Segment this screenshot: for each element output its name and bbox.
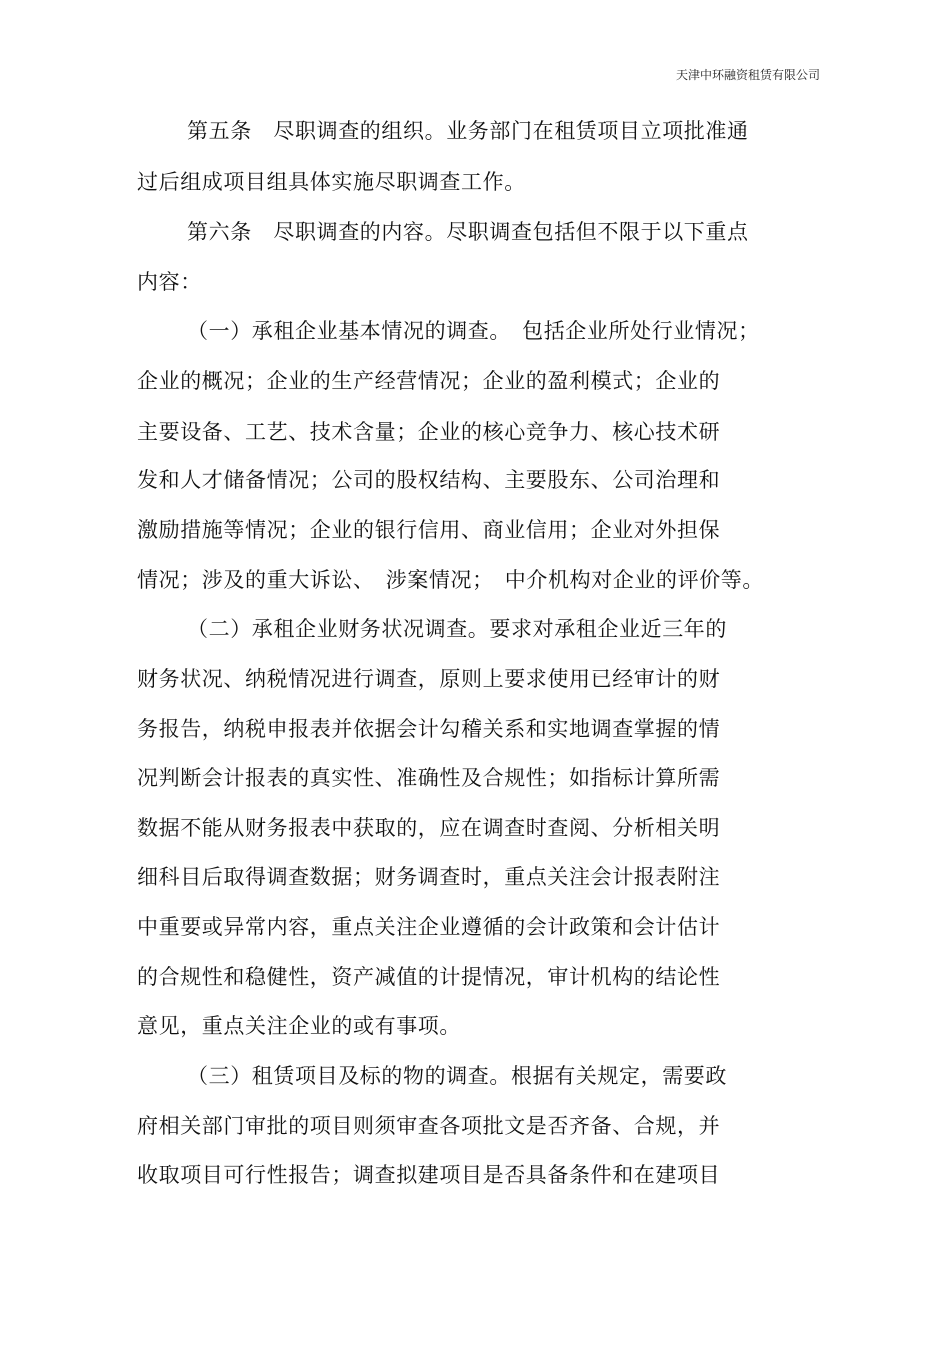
- item-3-line-2: 府相关部门审批的项目则须审查各项批文是否齐备、合规，并: [137, 1114, 721, 1138]
- article-5-line-2: 过后组成项目组具体实施尽职调查工作。: [137, 170, 526, 194]
- article-5-line-1: 第五条 尽职调查的组织。业务部门在租赁项目立项批准通: [187, 119, 749, 143]
- item-2-line-3: 务报告，纳税申报表并依据会计勾稽关系和实地调查掌握的情: [137, 717, 721, 741]
- item-2-line-5: 数据不能从财务报表中获取的，应在调查时查阅、分析相关明: [137, 816, 721, 840]
- item-1-line-3: 主要设备、工艺、技术含量；企业的核心竞争力、核心技术研: [137, 420, 721, 444]
- item-3-line-3: 收取项目可行性报告；调查拟建项目是否具备条件和在建项目: [137, 1163, 721, 1187]
- item-2-line-7: 中重要或异常内容，重点关注企业遵循的会计政策和会计估计: [137, 915, 721, 939]
- item-2-line-6: 细科目后取得调查数据；财务调查时，重点关注会计报表附注: [137, 865, 721, 889]
- item-2-line-1: （二）承租企业财务状况调查。要求对承租企业近三年的: [187, 617, 727, 641]
- company-header: 天津中环融资租赁有限公司: [675, 68, 820, 82]
- item-1-line-6: 情况；涉及的重大诉讼、 涉案情况； 中介机构对企业的评价等。: [137, 568, 764, 592]
- item-1-line-2: 企业的概况；企业的生产经营情况；企业的盈利模式；企业的: [137, 369, 721, 393]
- item-2-line-2: 财务状况、纳税情况进行调查，原则上要求使用已经审计的财: [137, 667, 721, 691]
- item-1-line-1: （一）承租企业基本情况的调查。 包括企业所处行业情况；: [187, 319, 760, 343]
- article-6-line-2: 内容：: [137, 270, 202, 294]
- item-3-line-1: （三）租赁项目及标的物的调查。根据有关规定，需要政: [187, 1064, 727, 1088]
- item-2-line-8: 的合规性和稳健性，资产减值的计提情况，审计机构的结论性: [137, 965, 721, 989]
- article-6-line-1: 第六条 尽职调查的内容。尽职调查包括但不限于以下重点: [187, 220, 749, 244]
- item-2-line-9: 意见，重点关注企业的或有事项。: [137, 1014, 461, 1038]
- item-2-line-4: 况判断会计报表的真实性、准确性及合规性；如指标计算所需: [137, 766, 721, 790]
- item-1-line-4: 发和人才储备情况；公司的股权结构、主要股东、公司治理和: [137, 468, 721, 492]
- item-1-line-5: 激励措施等情况；企业的银行信用、商业信用；企业对外担保: [137, 518, 721, 542]
